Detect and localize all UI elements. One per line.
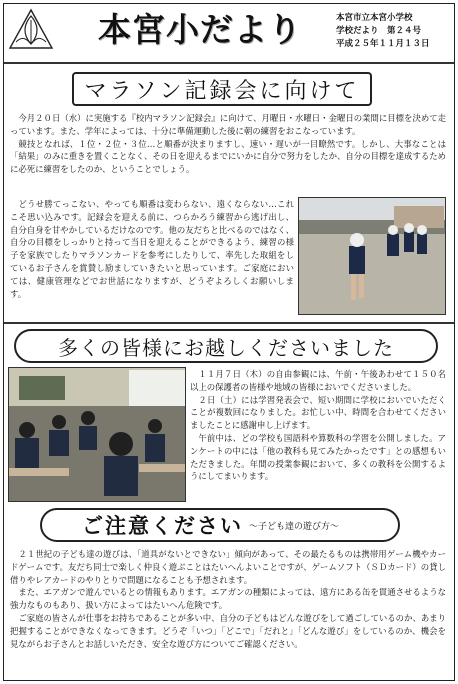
issue-info xyxy=(336,12,430,51)
newsletter-title: 本宮小だより xyxy=(98,10,302,49)
paragraph: 午前中は、どの学校も国語科や算数科の学習を公開しました。アンケートの中には「他の教科も見てみたかったです」との感想もいただきました。年間の授業参観において、多くの教科を公開するようにしてまいります。 xyxy=(190,432,446,482)
classroom-visit-photo xyxy=(8,367,186,502)
marathon-practice-photo xyxy=(298,197,446,315)
paragraph: １１月７日（木）の自由参観には、午前・午後あわせて１５０名以上の保護者の皆様や地域の皆様においでくださいました。 xyxy=(190,369,446,392)
paragraph: ２日（土）には学習発表会で、短い期間に学校においでいただくことが複数回になりました。お忙しい中、時間を合わせてくださいましたことに感謝申し上げます。 xyxy=(190,394,446,431)
paragraph: 今月２０日（水）に実施する『校内マラソン記録会』に向けて、月曜日・水曜日・金曜日の業間に目標を決めて走っています。また、学年によっては、十分に準備運動した後に朝の練習をおこなっています。 xyxy=(10,113,446,136)
marathon-intro-text xyxy=(10,112,446,176)
visitors-text xyxy=(190,368,446,483)
paragraph: どうせ勝てっこない、やっても順番は変わらない、遠くならない…これこそ思い込みです。記録会を迎える前に、つらかろう練習から逃げ出し、自分自身を甘やかしているだけなのです。他の友だちと比べるのではなく、自分の目標をしっかりと持って当日を迎えることができるよう、練習の様子を家族でしたりマラソンカードを参考にしたりして、率先した取組をしているお子さんを賞賛し励ましていきたいと思っています。ご家庭においては、健康管理などでお世話になりますが、どうぞよろしくお願いします。 xyxy=(10,199,294,299)
school-crest-icon xyxy=(8,8,54,52)
section-heading-visitors: 多くの皆様にお越しくださいました xyxy=(14,329,438,363)
section-heading-marathon: マラソン記録会に向けて xyxy=(72,72,372,106)
paragraph: また、エアガンで遊んでいるとの情報もあります。エアガンの種類によっては、遠方にある缶を貫通させるような強力なものもあり、扱い方によってはたいへん危険です。 xyxy=(10,587,446,611)
section-divider xyxy=(4,322,454,324)
issue-number: 学校だより 第２４号 xyxy=(336,26,422,36)
paragraph: ２１世紀の子ども達の遊びは、「道具がないとできない」傾向があって、その最たるものは携帯用ゲーム機やカードゲームです。友だち同士で楽しく仲良く遊ぶことはたいへんよいことですが、ゲームソフト（ＳＤカード）の貸し借りやレアカードのやりとりで問題になることも予想されます。 xyxy=(10,549,446,585)
caution-subtitle: 〜子ども達の遊び方〜 xyxy=(249,521,340,532)
paragraph: 競技となれば、１位・２位・３位…と順番が決まりますし、速い・遅いが一目瞭然です。しかし、大事なことは「結果」のみに重きを置くことなく、その日を迎えるまでにいかに自分で努力をしたか、自分の目標を達成するために必死に練習をしたのか、ということでしょう。 xyxy=(10,138,446,175)
school-name: 本宮市立本宮小学校 xyxy=(336,13,413,23)
section-heading-caution xyxy=(40,508,400,542)
caution-title: ご注意ください xyxy=(82,514,243,538)
issue-date: 平成２５年１１月１３日 xyxy=(336,39,430,49)
caution-text xyxy=(10,548,446,650)
paragraph: ご家庭の皆さんが仕事をお持ちであることが多い中、自分の子どもはどんな遊びをして過ごしているのか、あまり把握することができなくなってきます。どうぞ「いつ」「どこで」「だれと」「どんな遊び」をしているのか、機会を見ながらお子さんとお話しいただき、安全な遊び方についてご確認ください。 xyxy=(10,612,446,649)
marathon-detail-text xyxy=(10,198,294,300)
masthead-divider xyxy=(4,62,454,64)
